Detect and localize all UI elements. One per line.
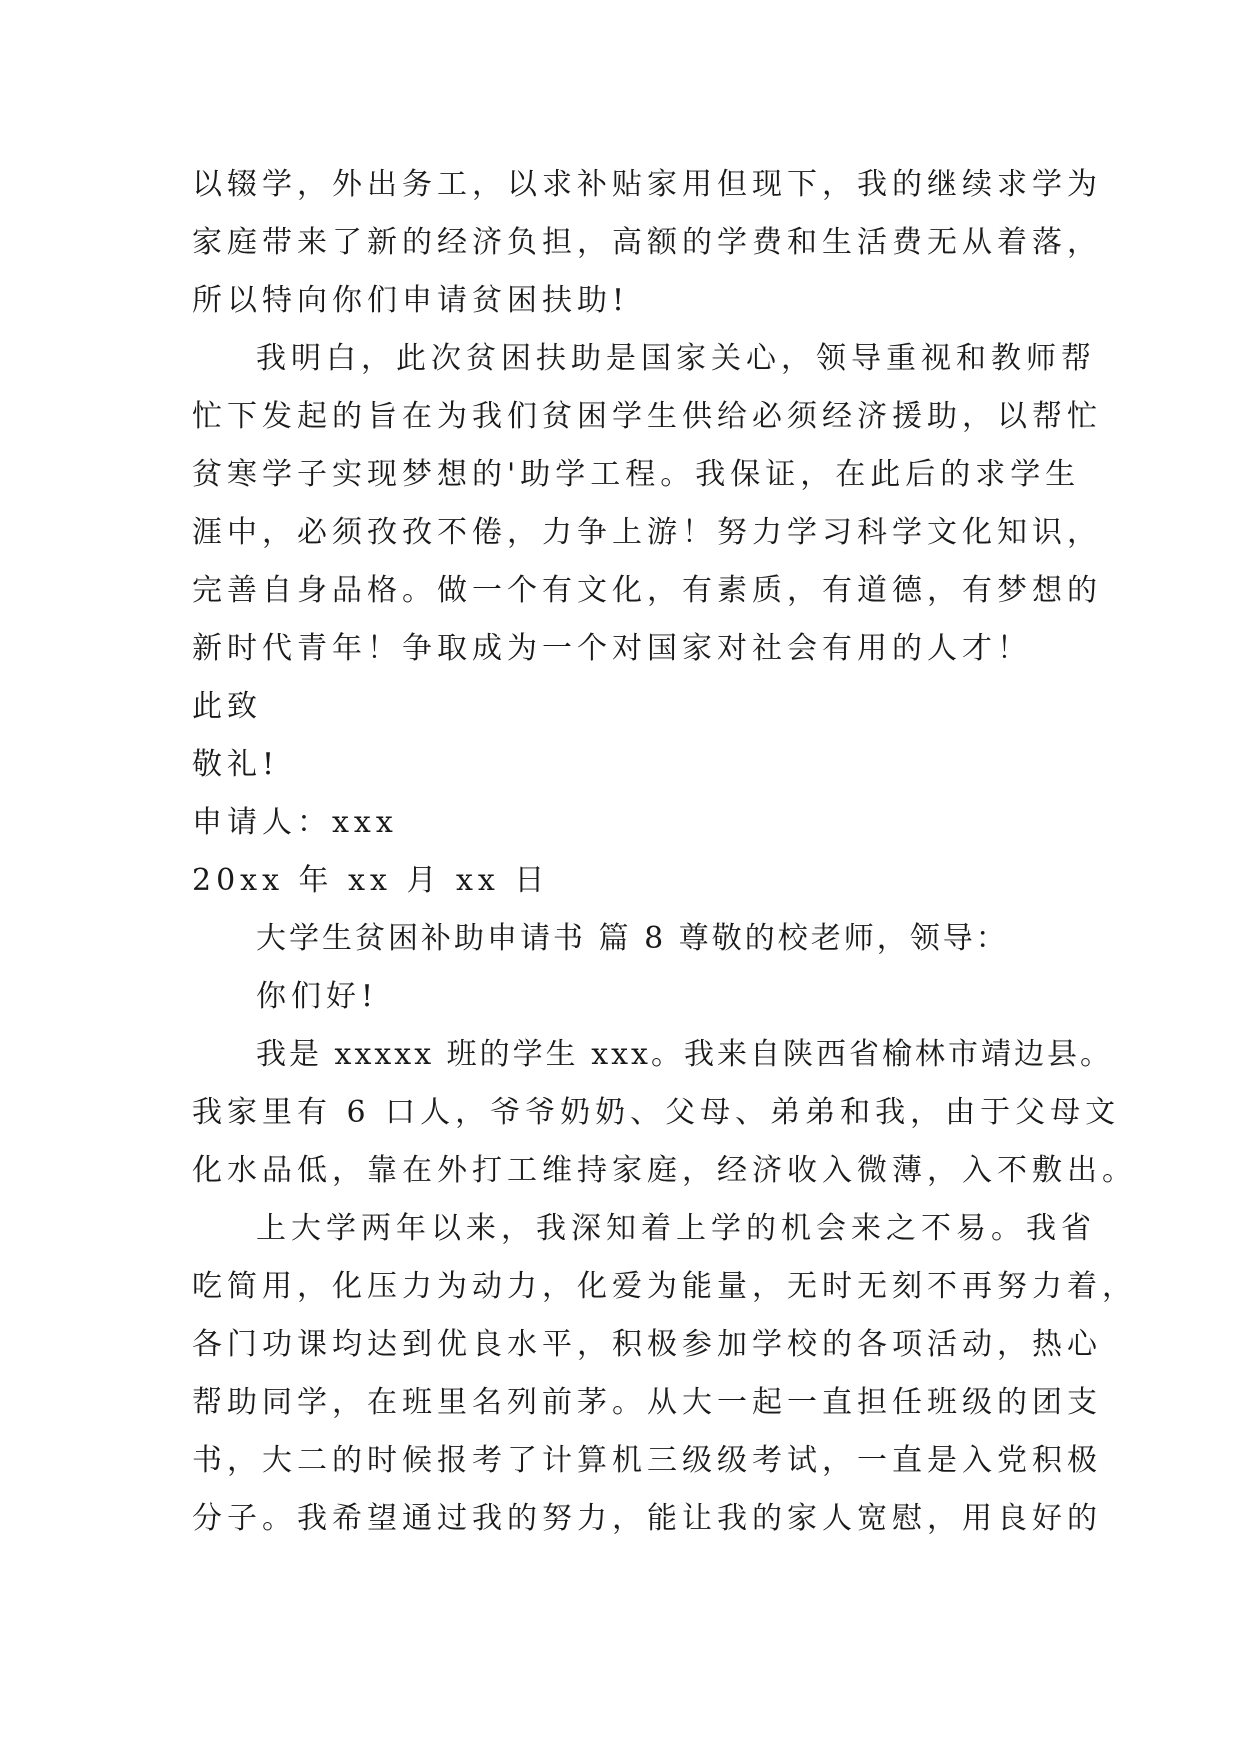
applicant-signature: 申请人：xxx [192, 805, 398, 840]
text-line: 新时代青年！争取成为一个对国家对社会有用的人才！ [192, 631, 1032, 666]
paragraph-start-line: 上大学两年以来，我深知着上学的机会来之不易。我省 [256, 1211, 1096, 1246]
text-line: 分子。我希望通过我的努力，能让我的家人宽慰，用良好的 [192, 1501, 1102, 1536]
text-line: 完善自身品格。做一个有文化，有素质，有道德，有梦想的 [192, 573, 1102, 608]
text-line: 所以特向你们申请贫困扶助! [192, 283, 630, 318]
text-line: 贫寒学子实现梦想的'助学工程。我保证，在此后的求学生 [192, 457, 1081, 492]
paragraph-start-line: 我是 xxxxx 班的学生 xxx。我来自陕西省榆林市靖边县。 [256, 1037, 1113, 1072]
greeting: 你们好! [256, 979, 379, 1014]
document-body [192, 156, 1137, 1548]
text-line: 家庭带来了新的经济负担，高额的学费和生活费无从着落， [192, 225, 1102, 260]
text-line: 书，大二的时候报考了计算机三级级考试，一直是入党积极 [192, 1443, 1102, 1478]
text-line: 我家里有 6 口人，爷爷奶奶、父母、弟弟和我，由于父母文 [192, 1095, 1121, 1130]
letter-date: 20xx 年 xx 月 xx 日 [192, 863, 550, 898]
text-line: 吃简用，化压力为动力，化爱为能量，无时无刻不再努力着， [192, 1269, 1137, 1304]
closing-salutation: 此致 [192, 689, 262, 724]
text-line: 以辍学，外出务工，以求补贴家用但现下，我的继续求学为 [192, 167, 1102, 202]
closing-regards: 敬礼! [192, 747, 280, 782]
text-line: 忙下发起的旨在为我们贫困学生供给必须经济援助，以帮忙 [192, 399, 1102, 434]
text-line: 各门功课均达到优良水平，积极参加学校的各项活动，热心 [192, 1327, 1102, 1362]
paragraph-start-line: 我明白，此次贫困扶助是国家关心，领导重视和教师帮 [256, 341, 1096, 376]
text-line: 涯中，必须孜孜不倦，力争上游！努力学习科学文化知识， [192, 515, 1102, 550]
section-heading: 大学生贫困补助申请书 篇 8 尊敬的校老师，领导： [256, 921, 1009, 956]
text-line: 帮助同学，在班里名列前茅。从大一起一直担任班级的团支 [192, 1385, 1102, 1420]
text-line: 化水品低，靠在外打工维持家庭，经济收入微薄，入不敷出。 [192, 1153, 1137, 1188]
